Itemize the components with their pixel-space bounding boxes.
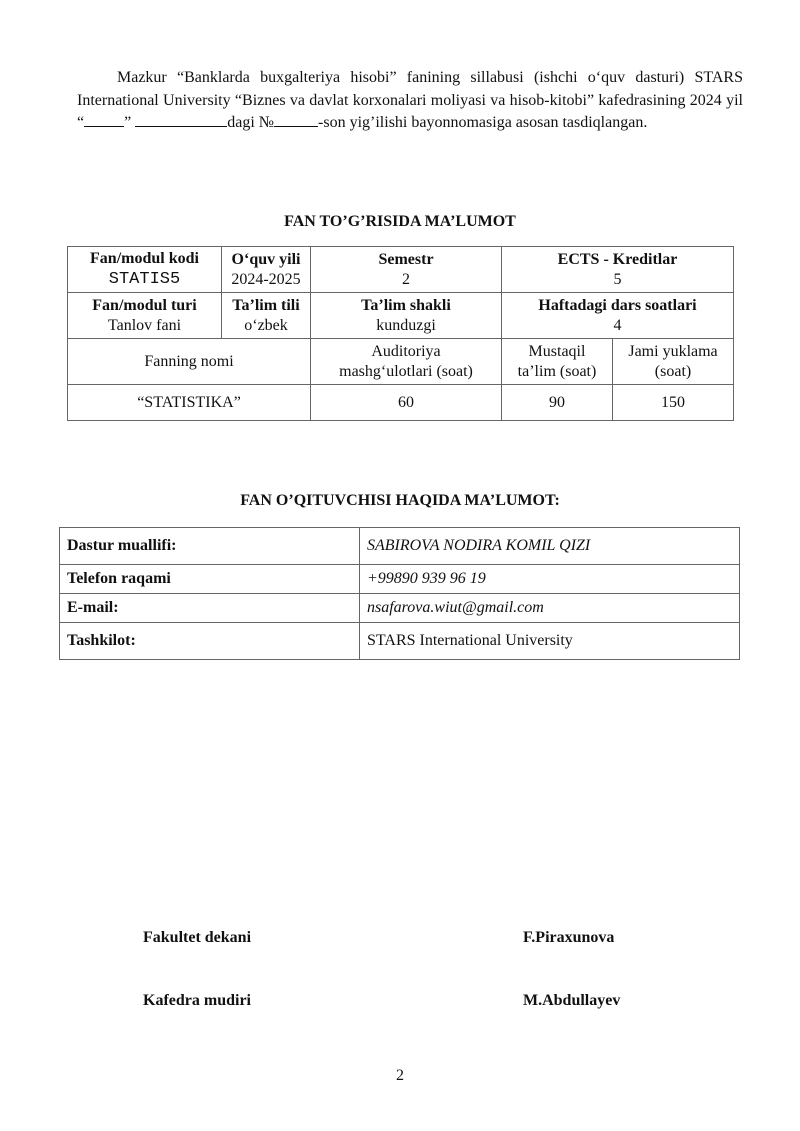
table-row bbox=[60, 623, 740, 660]
cell-total-label bbox=[613, 339, 734, 385]
course-info-table bbox=[67, 246, 734, 421]
cell-form bbox=[311, 293, 502, 339]
email-value: nsafarova.wiut@gmail.com bbox=[360, 594, 740, 623]
year-label: O‘quv yili bbox=[231, 250, 301, 268]
cell-ind-label bbox=[502, 339, 613, 385]
organization-label: Tashkilot: bbox=[60, 623, 360, 660]
author-value: SABIROVA NODIRA KOMIL QIZI bbox=[360, 528, 740, 565]
aud-label-line2: mashg‘ulotlari (soat) bbox=[339, 362, 473, 380]
aud-label-line1: Auditoriya bbox=[371, 342, 441, 360]
intro-text-3: dagi № bbox=[227, 114, 275, 131]
aud-value: 60 bbox=[311, 385, 502, 421]
intro-text-1: Mazkur “Banklarda buxgalteriya hisobi” fanining sillabusi (ishchi o‘quv dasturi) STARS International University “Biznes va davlat korxonalari moliyasi va hisob-kitobi” kafedrasining 2024 yil “ bbox=[77, 69, 743, 131]
cell-aud-label bbox=[311, 339, 502, 385]
dean-name: F.Piraxunova bbox=[523, 929, 615, 946]
type-value: Tanlov fani bbox=[107, 316, 182, 334]
dean-title: Fakultet dekani bbox=[143, 929, 252, 946]
lang-value: o‘zbek bbox=[244, 316, 288, 334]
department-head-title: Kafedra mudiri bbox=[143, 992, 251, 1009]
organization-value: STARS International University bbox=[360, 623, 740, 660]
intro-text-4: -son yig’ilishi bayonnomasiga asosan tasdiqlangan. bbox=[318, 114, 648, 131]
phone-label: Telefon raqami bbox=[60, 565, 360, 594]
form-label: Ta’lim shakli bbox=[361, 296, 451, 314]
table-row bbox=[60, 594, 740, 623]
department-head-name: M.Abdullayev bbox=[523, 992, 621, 1009]
cell-lang bbox=[222, 293, 311, 339]
cell-ects bbox=[502, 247, 734, 293]
form-value: kunduzgi bbox=[376, 316, 436, 334]
email-label: E-mail: bbox=[60, 594, 360, 623]
table-row bbox=[60, 528, 740, 565]
semester-value: 2 bbox=[402, 270, 410, 288]
cell-year bbox=[222, 247, 311, 293]
cell-code bbox=[68, 247, 222, 293]
date-day-blank bbox=[84, 112, 124, 127]
year-value: 2024-2025 bbox=[231, 270, 301, 288]
author-label: Dastur muallifi: bbox=[60, 528, 360, 565]
ind-label-line1: Mustaqil bbox=[528, 342, 586, 360]
total-label-line1: Jami yuklama bbox=[628, 342, 718, 360]
ind-value: 90 bbox=[502, 385, 613, 421]
ind-label-line2: ta’lim (soat) bbox=[517, 362, 597, 380]
ects-value: 5 bbox=[613, 270, 622, 288]
course-info-heading: FAN TO’G’RISIDA MA’LUMOT bbox=[284, 213, 516, 230]
code-value: STATIS5 bbox=[108, 270, 181, 289]
intro-paragraph bbox=[77, 67, 743, 135]
total-value: 150 bbox=[613, 385, 734, 421]
code-label: Fan/modul kodi bbox=[90, 250, 199, 267]
teacher-info-heading: FAN O’QITUVCHISI HAQIDA MA’LUMOT: bbox=[240, 492, 560, 509]
protocol-number-blank bbox=[274, 112, 318, 127]
intro-text-2: ” bbox=[124, 114, 136, 131]
weekly-label: Haftadagi dars soatlari bbox=[538, 296, 697, 314]
total-label-line2: (soat) bbox=[654, 362, 692, 380]
ects-label: ECTS - Kreditlar bbox=[557, 250, 678, 268]
table-row bbox=[60, 565, 740, 594]
date-month-blank bbox=[135, 112, 227, 127]
teacher-info-table bbox=[59, 527, 740, 660]
cell-semester bbox=[311, 247, 502, 293]
cell-type bbox=[68, 293, 222, 339]
page-number: 2 bbox=[396, 1067, 404, 1084]
name-label: Fanning nomi bbox=[68, 339, 311, 385]
cell-weekly bbox=[502, 293, 734, 339]
lang-label: Ta’lim tili bbox=[232, 296, 300, 314]
name-value: “STATISTIKA” bbox=[68, 385, 311, 421]
weekly-value: 4 bbox=[613, 316, 622, 334]
type-label: Fan/modul turi bbox=[92, 296, 197, 314]
phone-value: +99890 939 96 19 bbox=[360, 565, 740, 594]
semester-label: Semestr bbox=[378, 250, 434, 268]
